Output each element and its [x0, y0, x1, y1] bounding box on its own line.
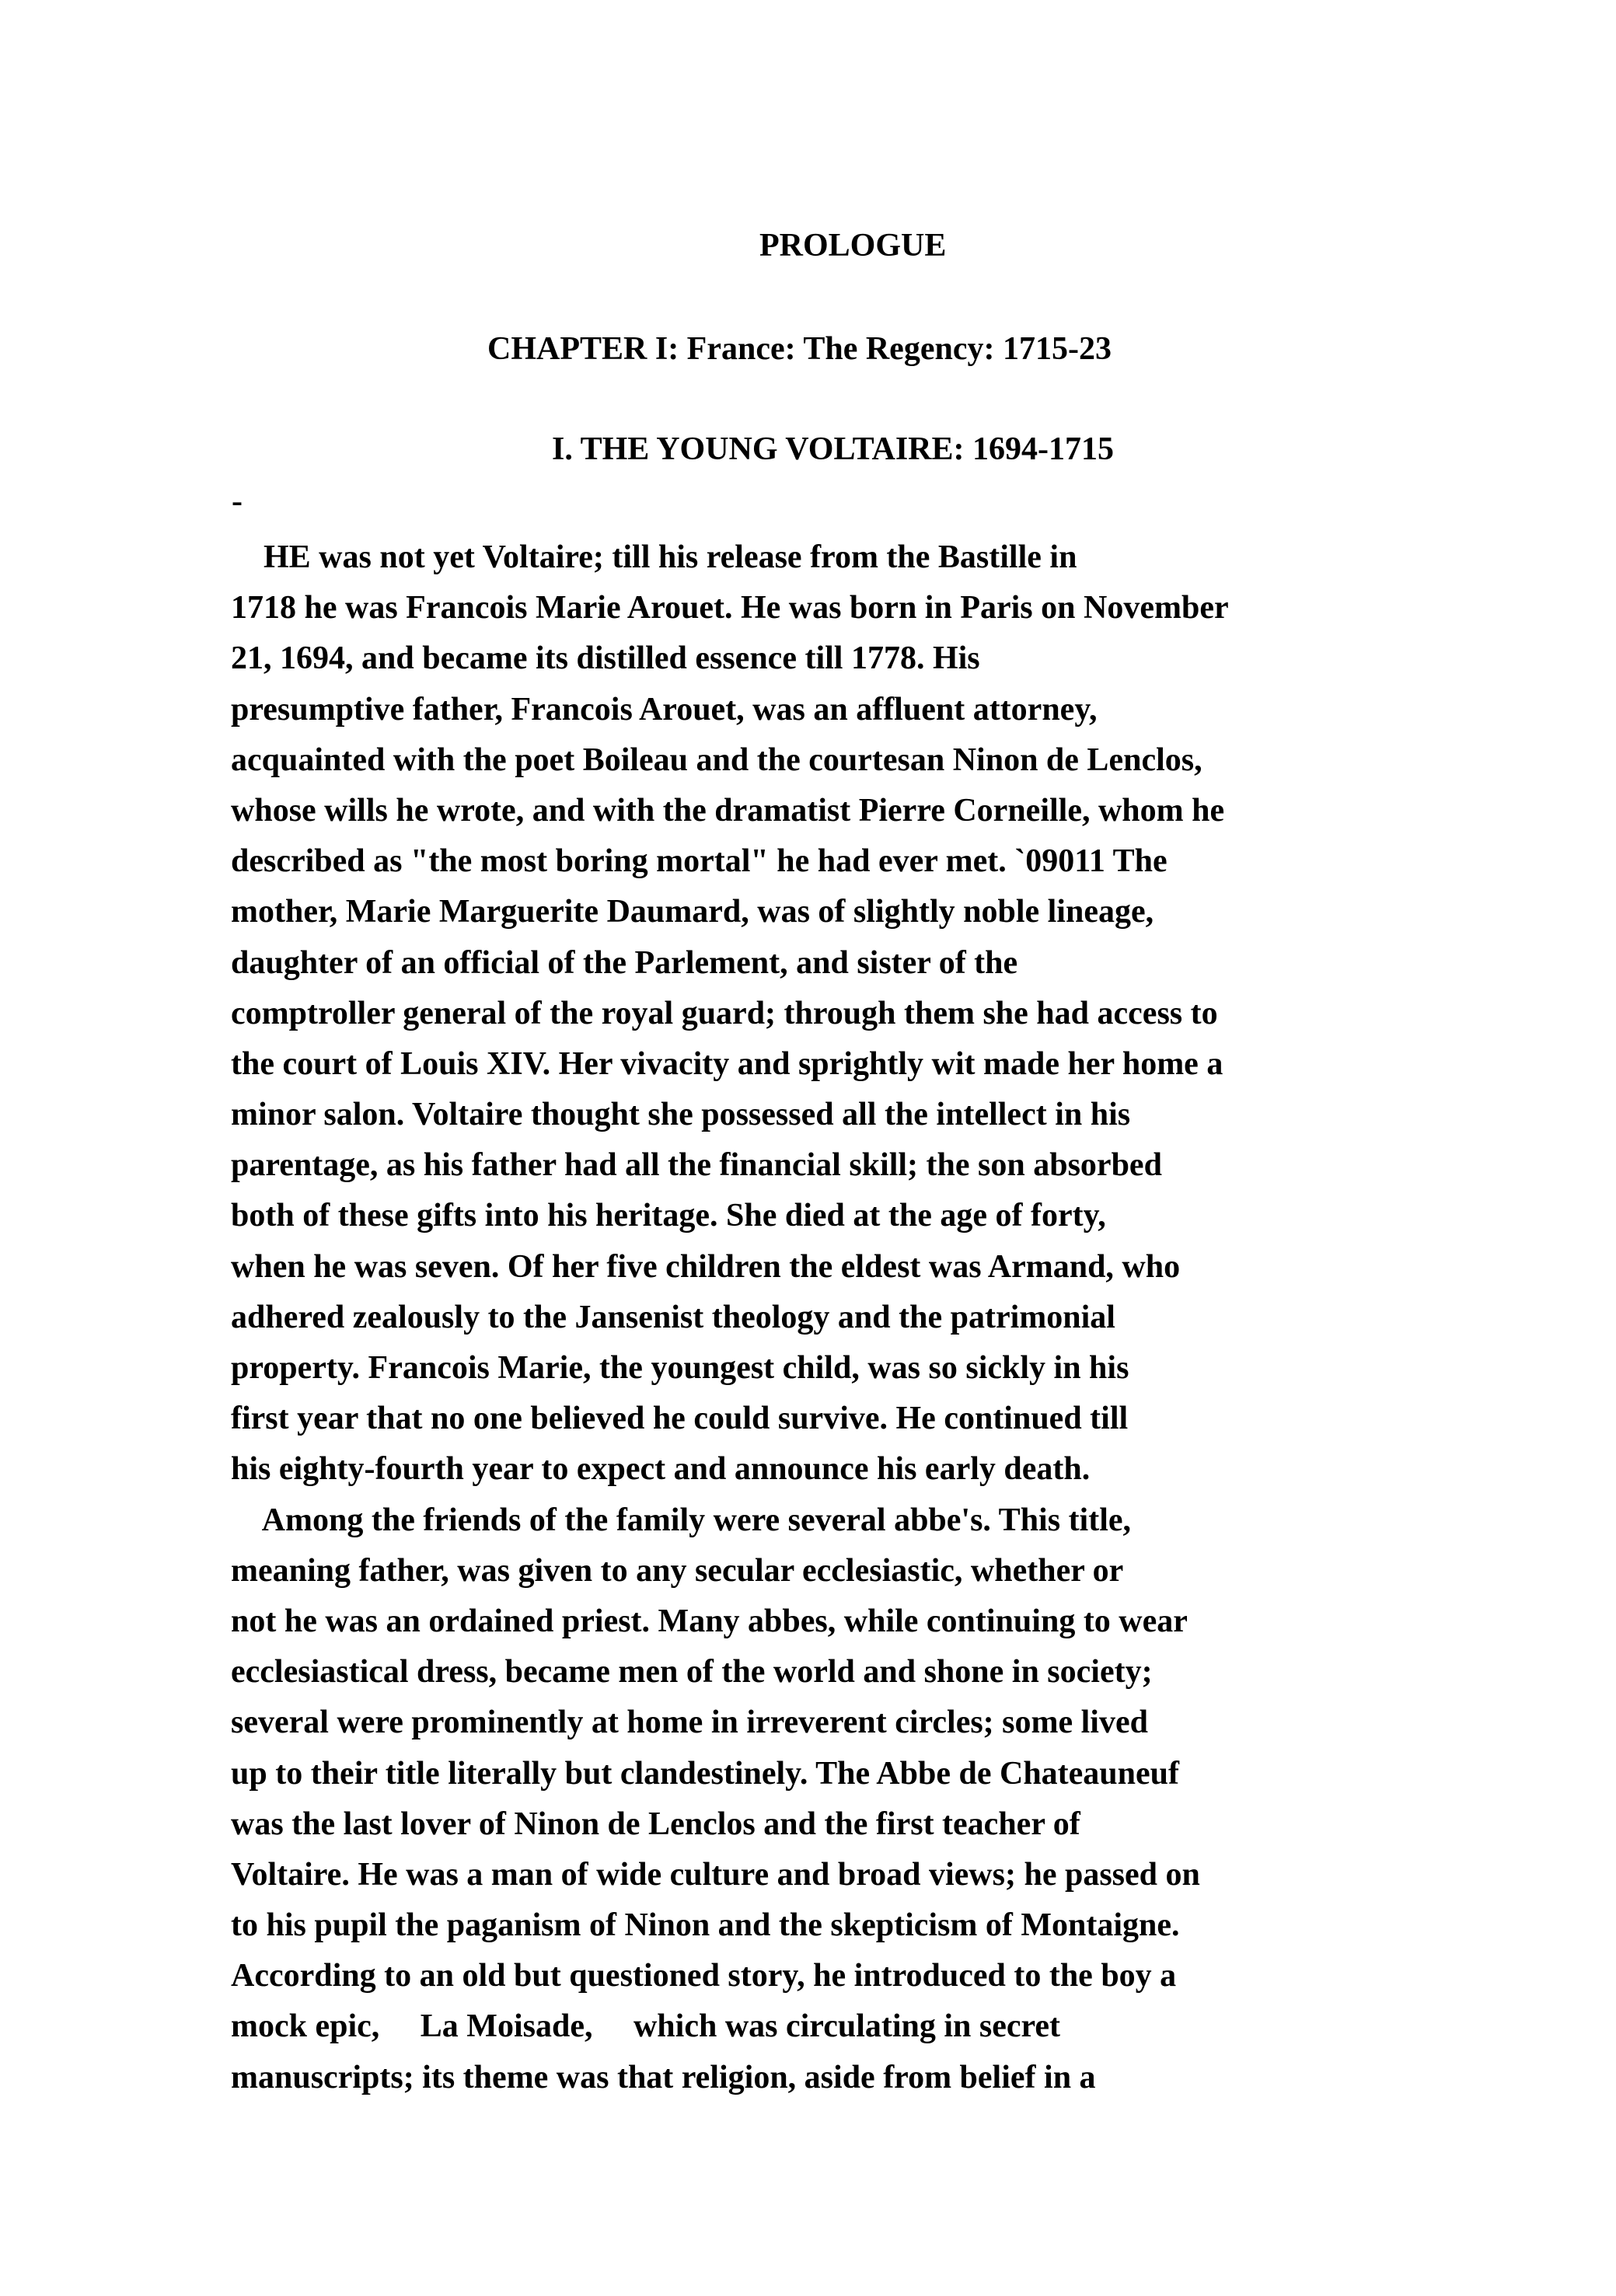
text-line: when he was seven. Of her five children the eldest was Armand, who	[231, 1248, 1181, 1285]
text-line: ecclesiastical dress, became men of the world and shone in society;	[231, 1654, 1153, 1691]
text-line: minor salon. Voltaire thought she possessed all the intellect in his	[231, 1097, 1131, 1133]
text-line: meaning father, was given to any secular ecclesiastic, whether or	[231, 1552, 1124, 1589]
text-line: first year that no one believed he could survive. He continued till	[231, 1401, 1129, 1437]
chapter-heading: CHAPTER I: France: The Regency: 1715-23	[487, 331, 1112, 367]
text-line: acquainted with the poet Boileau and the courtesan Ninon de Lenclos,	[231, 741, 1202, 778]
text-line: whose wills he wrote, and with the dramatist Pierre Corneille, whom he	[231, 792, 1225, 829]
text-line: 21, 1694, and became its distilled essence till 1778. His	[231, 640, 980, 677]
text-line: not he was an ordained priest. Many abbes, while continuing to wear	[231, 1603, 1188, 1639]
text-line: HE was not yet Voltaire; till his release from the Bastille in	[231, 539, 1077, 575]
text-line: described as "the most boring mortal" he had ever met. `09011 The	[231, 843, 1167, 880]
section-heading: I. THE YOUNG VOLTAIRE: 1694-1715	[552, 431, 1115, 467]
dash-marker: -	[232, 483, 243, 519]
text-line: Among the friends of the family were several abbe's. This title,	[231, 1502, 1132, 1538]
text-line: mother, Marie Marguerite Daumard, was of slightly noble lineage,	[231, 894, 1154, 930]
text-line: According to an old but questioned story, he introduced to the boy a	[231, 1958, 1177, 1994]
text-line: up to their title literally but clandestinely. The Abbe de Chateauneuf	[231, 1755, 1180, 1792]
body-text	[231, 532, 1229, 2103]
text-line: comptroller general of the royal guard; through them she had access to	[231, 995, 1218, 1031]
text-line: property. Francois Marie, the youngest child, was so sickly in his	[231, 1350, 1129, 1386]
text-line: the court of Louis XIV. Her vivacity and sprightly wit made her home a	[231, 1045, 1223, 1082]
text-line: Voltaire. He was a man of wide culture and broad views; he passed on	[231, 1856, 1200, 1893]
text-line: several were prominently at home in irreverent circles; some lived	[231, 1705, 1148, 1741]
text-line: to his pupil the paganism of Ninon and the skepticism of Montaigne.	[231, 1907, 1180, 1944]
text-line: presumptive father, Francois Arouet, was an affluent attorney,	[231, 691, 1098, 728]
text-line: adhered zealously to the Jansenist theology and the patrimonial	[231, 1299, 1115, 1335]
text-line: was the last lover of Ninon de Lenclos and the first teacher of	[231, 1806, 1080, 1842]
text-line: 1718 he was Francois Marie Arouet. He was born in Paris on November	[231, 590, 1229, 626]
prologue-heading: PROLOGUE	[759, 228, 947, 263]
text-line: daughter of an official of the Parlement, and sister of the	[231, 944, 1018, 981]
text-line: his eighty-fourth year to expect and announce his early death.	[231, 1451, 1091, 1488]
text-line: both of these gifts into his heritage. She died at the age of forty,	[231, 1198, 1106, 1234]
text-line: manuscripts; its theme was that religion, aside from belief in a	[231, 2059, 1096, 2095]
text-line: parentage, as his father had all the financial skill; the son absorbed	[231, 1147, 1162, 1184]
text-line: mock epic, La Moisade, which was circulating in secret	[231, 2008, 1061, 2045]
